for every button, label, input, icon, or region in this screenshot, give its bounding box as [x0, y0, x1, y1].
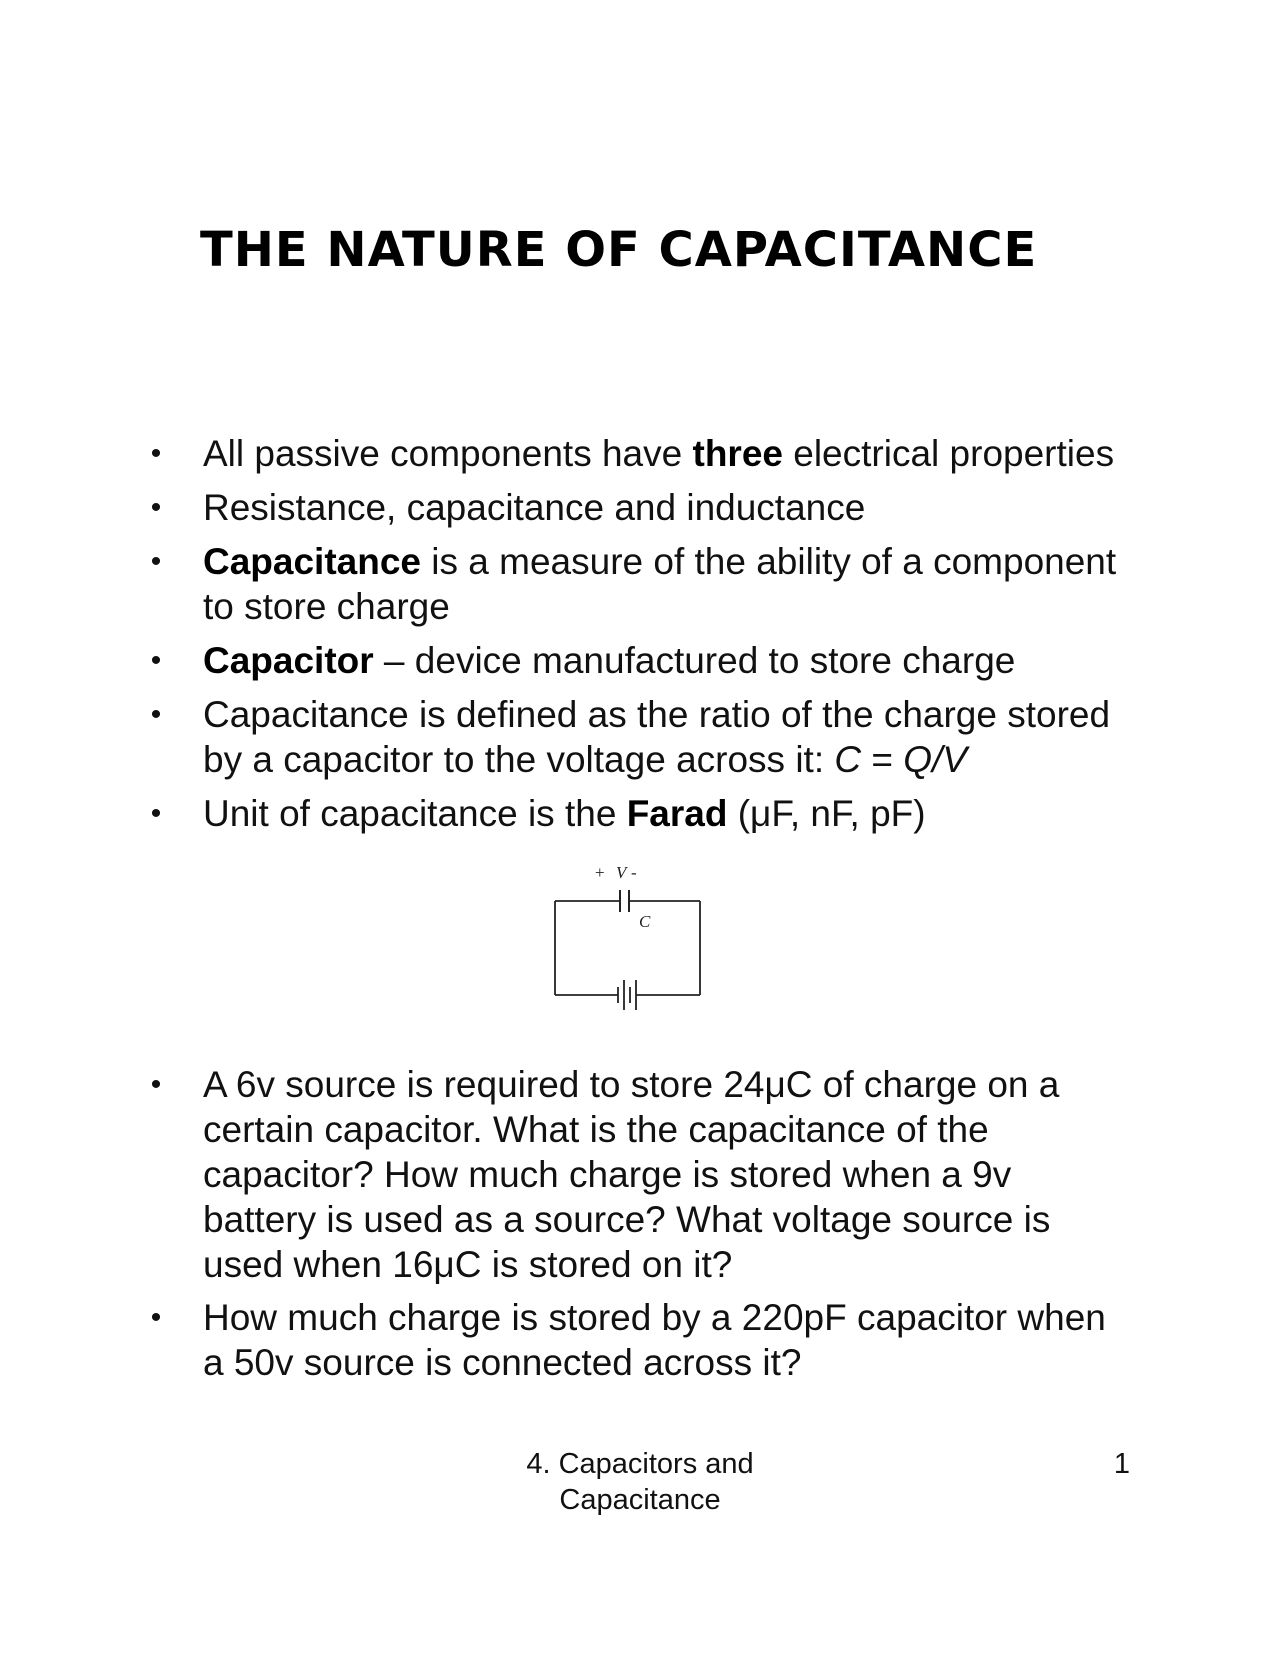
bold-term: Farad	[626, 793, 728, 834]
bold-term: three	[692, 433, 783, 474]
bullet-dot: •	[150, 491, 162, 524]
bold-term: Capacitance	[203, 541, 421, 582]
bullet-item: • Resistance, capacitance and inductance	[203, 485, 1153, 530]
bullet-item: • Capacitor – device manufactured to store charge	[203, 638, 1153, 683]
bullet-dot: •	[150, 1068, 162, 1101]
capacitor-circuit-diagram	[550, 860, 720, 1035]
bullet-item: • All passive components have three electrical properties	[203, 431, 1153, 476]
bullet-dot: •	[150, 1301, 162, 1334]
bullet-dot: •	[150, 545, 162, 578]
page-title: THE NATURE OF CAPACITANCE	[200, 222, 1038, 278]
capacitor-symbol	[620, 890, 629, 912]
bullet-item: • Capacitance is defined as the ratio of the charge stored by a capacitor to the voltage across it: C = Q/V	[203, 692, 1153, 782]
formula-symbol: Q	[903, 739, 933, 780]
minus-label: -	[631, 863, 637, 882]
bullet-item: • Capacitance is a measure of the ability of a component to store charge	[203, 539, 1153, 629]
bullet-item: • A 6v source is required to store 24μC of charge on a certain capacitor. What is the capacitance of the capacitor? How much charge is stored when a 9v battery is used as a source? What voltage source is used when 16μC is stored on it?	[203, 1062, 1153, 1287]
formula-symbol: V	[942, 739, 968, 780]
bullet-dot: •	[150, 698, 162, 731]
bullet-item: • How much charge is stored by a 220pF capacitor when a 50v source is connected across it?	[203, 1295, 1153, 1385]
bullet-dot: •	[150, 797, 162, 830]
circuit-wires	[555, 901, 700, 995]
voltage-label: V	[616, 863, 627, 882]
bullet-dot: •	[150, 437, 162, 470]
bullet-item: • Unit of capacitance is the Farad (μF, nF, pF)	[203, 791, 1153, 836]
plus-label: +	[595, 863, 605, 882]
battery-symbol	[618, 980, 636, 1010]
footer-chapter-title: 4. Capacitors and Capacitance	[526, 1448, 754, 1516]
formula-symbol: /	[932, 739, 943, 780]
bullet-dot: •	[150, 644, 162, 677]
bold-term: Capacitor	[203, 640, 374, 681]
capacitor-label: C	[639, 912, 651, 931]
page-number: 1	[1113, 1448, 1130, 1480]
formula-symbol: C	[834, 739, 862, 780]
